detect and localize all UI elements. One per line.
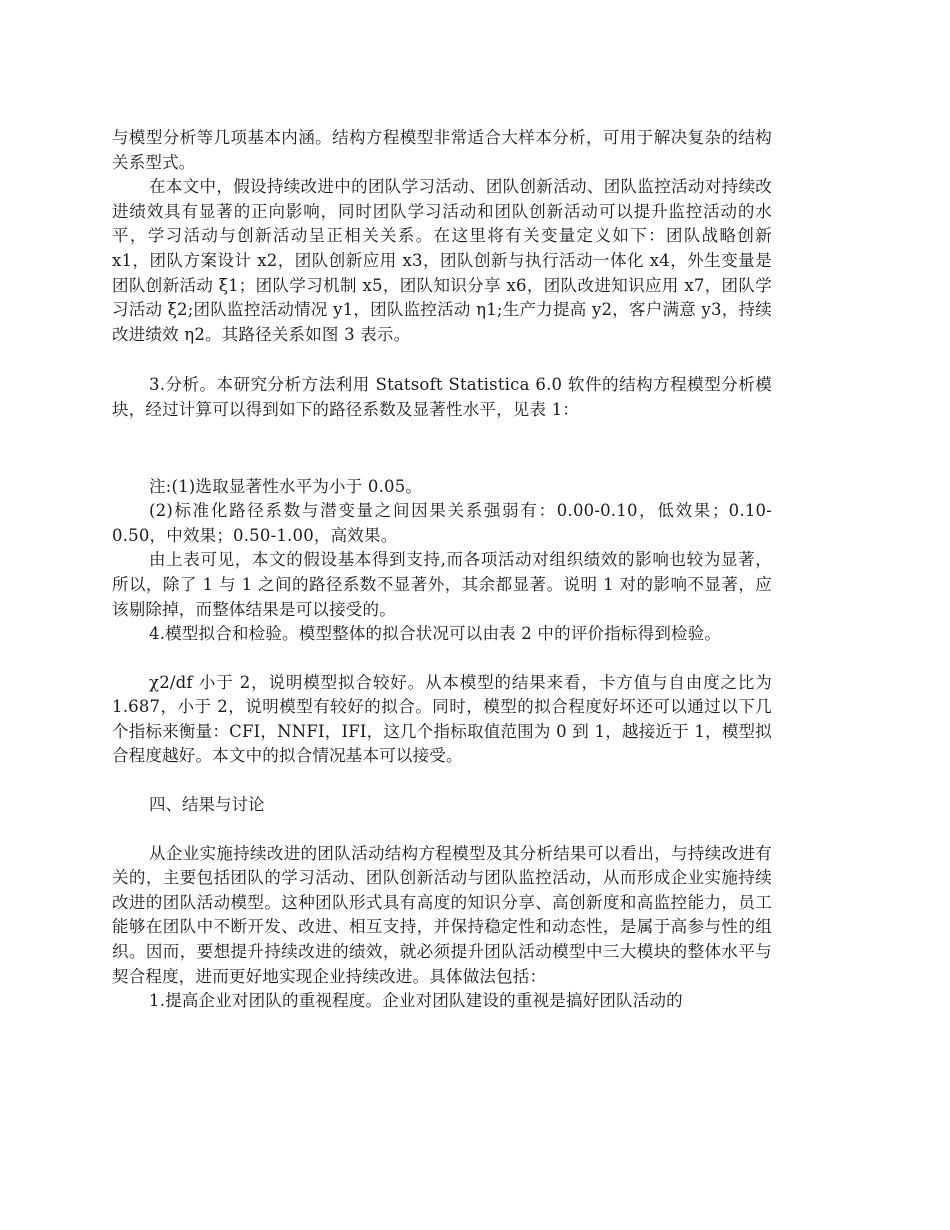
paragraph-intro-continuation: 与模型分析等几项基本内涵。结构方程模型非常适合大样本分析，可用于解决复杂的结构关系型式。 — [112, 128, 772, 172]
paragraph-analysis: 3.分析。本研究分析方法利用 Statsoft Statistica 6.0 软件的结构方程模型分析模块，经过计算可以得到如下的路径系数及显著性水平，见表 1： — [112, 375, 772, 419]
paragraph-model-fit: 4.模型拟合和检验。模型整体的拟合状况可以由表 2 中的评价指标得到检验。 — [149, 624, 722, 644]
paragraph-note-2: (2)标准化路径系数与潜变量之间因果关系强弱有：0.00-0.10，低效果；0.10-0.50，中效果；0.50-1.00，高效果。 — [112, 501, 772, 545]
paragraph-variable-definitions: 在本文中，假设持续改进中的团队学习活动、团队创新活动、团队监控活动对持续改进绩效具有显著的正向影响，同时团队学习活动和团队创新活动可以提升监控活动的水平，学习活动与创新活动呈正相关关系。在这里将有关变量定义如下：团队战略创新 x1，团队方案设计 x2，团队创新应用 x3，团队创新与执行活动一体化 x4，外生变量是团队创新活动 ξ1；团队学习机制 x5，团队知识分享 x6，团队改进知识应用 x7，团队学习活动 ξ2;团队监控活动情况 y1，团队监控活动 η1;生产力提高 y2，客户满意 y3，持续改进绩效 η2。其路径关系如图 3 表示。 — [112, 177, 772, 344]
section-heading-results-discussion: 四、结果与讨论 — [149, 795, 265, 815]
document-body — [112, 126, 772, 1014]
paragraph-conclusion: 从企业实施持续改进的团队活动结构方程模型及其分析结果可以看出，与持续改进有关的，主要包括团队的学习活动、团队创新活动与团队监控活动，从而形成企业实施持续改进的团队活动模型。这种团队形式具有高度的知识分享、高创新度和高监控能力，员工能够在团队中不断开发、改进、相互支持，并保持稳定性和动态性，是属于高参与性的组织。因而，要想提升持续改进的绩效，就必须提升团队活动模型中三大模块的整体水平与契合程度，进而更好地实现企业持续改进。具体做法包括： — [112, 843, 772, 986]
spacer — [112, 347, 772, 373]
spacer — [112, 769, 772, 793]
spacer — [112, 647, 772, 671]
paragraph-results-summary: 由上表可见，本文的假设基本得到支持,而各项活动对组织绩效的影响也较为显著，所以，除了 1 与 1 之间的路径系数不显著外，其余都显著。说明 1 对的影响不显著，应该剔除掉，而整体结果是可以接受的。 — [112, 550, 772, 619]
paragraph-chi-square: χ2/df 小于 2，说明模型拟合较好。从本模型的结果来看，卡方值与自由度之比为 1.687，小于 2，说明模型有较好的拟合。同时，模型的拟合程度好坏还可以通过以下几个指标来衡量：CFI，NNFI，IFI，这几个指标取值范围为 0 到 1，越接近于 1，模型拟合程度越好。本文中的拟合情况基本可以接受。 — [112, 672, 772, 766]
paragraph-note-1: 注:(1)选取显著性水平为小于 0.05。 — [149, 476, 423, 496]
table-placeholder-gap — [112, 423, 772, 475]
paragraph-recommendation-1: 1.提高企业对团队的重视程度。企业对团队建设的重视是搞好团队活动的 — [149, 991, 683, 1011]
spacer — [112, 818, 772, 842]
